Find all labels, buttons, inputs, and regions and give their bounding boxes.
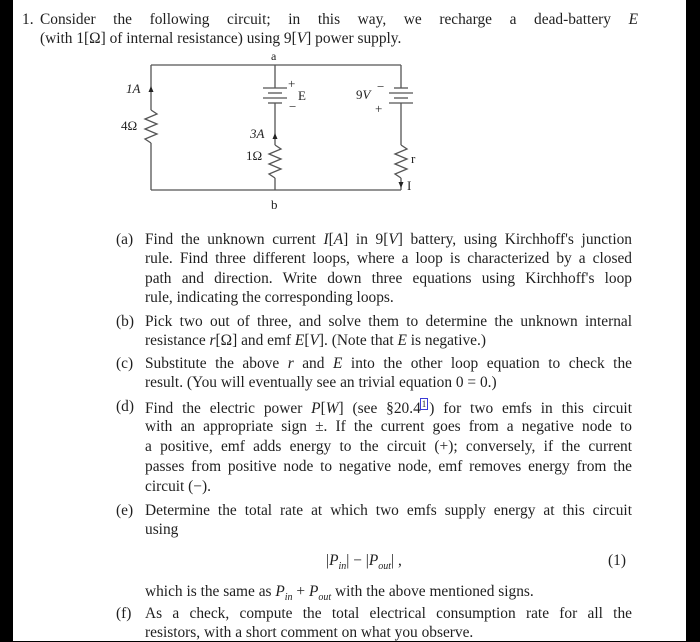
node-a-label: a <box>271 49 277 63</box>
part-d-line-5: circuit (−). <box>145 478 211 495</box>
part-d-line-2: with an appropriate sign ±. If the current goes from a negative node to <box>145 418 632 435</box>
e-emf-label: E <box>298 88 306 103</box>
circuit-diagram <box>13 0 686 215</box>
part-a-line-1: Find the unknown current I[A] in 9[V] battery, using Kirchhoff's junction <box>145 231 632 248</box>
part-b-line-2: resistance r[Ω] and emf E[V]. (Note that E is negative.) <box>145 332 486 349</box>
e-plus-sign: + <box>288 76 296 91</box>
part-b-label: (b) <box>116 313 134 330</box>
part-e-after-equation: which is the same as $P_{in} + P_{out}$ with the above mentioned signs. <box>145 583 534 604</box>
node-b-label: b <box>271 197 278 212</box>
middle-resistor-label: 1Ω <box>246 148 263 163</box>
internal-resistor-label: r <box>411 151 416 166</box>
problem-number: 1. <box>22 11 34 28</box>
source-minus-sign: − <box>377 79 385 94</box>
part-e-line-2: using <box>145 521 179 538</box>
current-i-label: I <box>407 178 412 193</box>
arrow-up-icon <box>273 133 278 139</box>
problem-intro-line-1: Consider the following circuit; in this way, we recharge a dead-battery E <box>40 11 638 28</box>
part-d-label: (d) <box>116 398 134 415</box>
part-c-label: (c) <box>116 355 134 372</box>
part-a-line-3: path and direction. Write down three equations using Kirchhoff's loop <box>145 270 632 287</box>
part-f-line-2: resistors, with a short comment on what you observe. <box>145 624 474 641</box>
left-resistor-label: 4Ω <box>121 118 138 133</box>
part-d-line-3: a positive, emf adds energy to the circuit (+); conversely, if the current <box>145 438 632 455</box>
part-f-line-1: As a check, compute the total electrical consumption rate for all the <box>145 605 632 622</box>
arrow-down-icon <box>399 182 404 188</box>
part-c-line-2: result. (You will eventually see an trivial equation 0 = 0.) <box>145 374 497 391</box>
part-b-line-1: Pick two out of three, and solve them to determine the unknown internal <box>145 313 632 330</box>
part-f-label: (f) <box>116 605 132 622</box>
part-a-line-4: rule, indicating the corresponding loops. <box>145 289 394 306</box>
source-9v-label: 9V <box>356 87 371 102</box>
part-a-label: (a) <box>116 231 134 248</box>
arrow-up-icon <box>149 86 154 92</box>
part-c-line-1: Substitute the above r and E into the other loop equation to check the <box>145 355 632 372</box>
part-d-line-4: passes from positive node to negative node, emf removes energy from the <box>145 458 632 475</box>
part-a-line-2: rule. Find three different loops, where a loop is characterized by a closed <box>145 250 632 267</box>
equation-1: $|P_{in}| - |P_{out}|$ , <box>326 552 402 573</box>
middle-current-label: 3A <box>250 126 265 141</box>
left-current-label: 1A <box>126 81 141 96</box>
equation-number: (1) <box>608 552 626 569</box>
footnote-link[interactable]: 1 <box>421 399 427 409</box>
source-plus-sign: + <box>375 101 383 116</box>
part-e-line-1: Determine the total rate at which two emfs supply energy at this circuit <box>145 502 632 519</box>
part-d-line-1: Find the electric power P[W] (see §20.41 ) for two emfs in this circuit <box>145 399 632 418</box>
part-e-label: (e) <box>116 502 134 519</box>
problem-intro-line-2: (with 1[Ω] of internal resistance) using 9[V] power supply. <box>40 30 402 47</box>
document-page <box>13 0 686 641</box>
e-minus-sign: − <box>289 99 297 114</box>
